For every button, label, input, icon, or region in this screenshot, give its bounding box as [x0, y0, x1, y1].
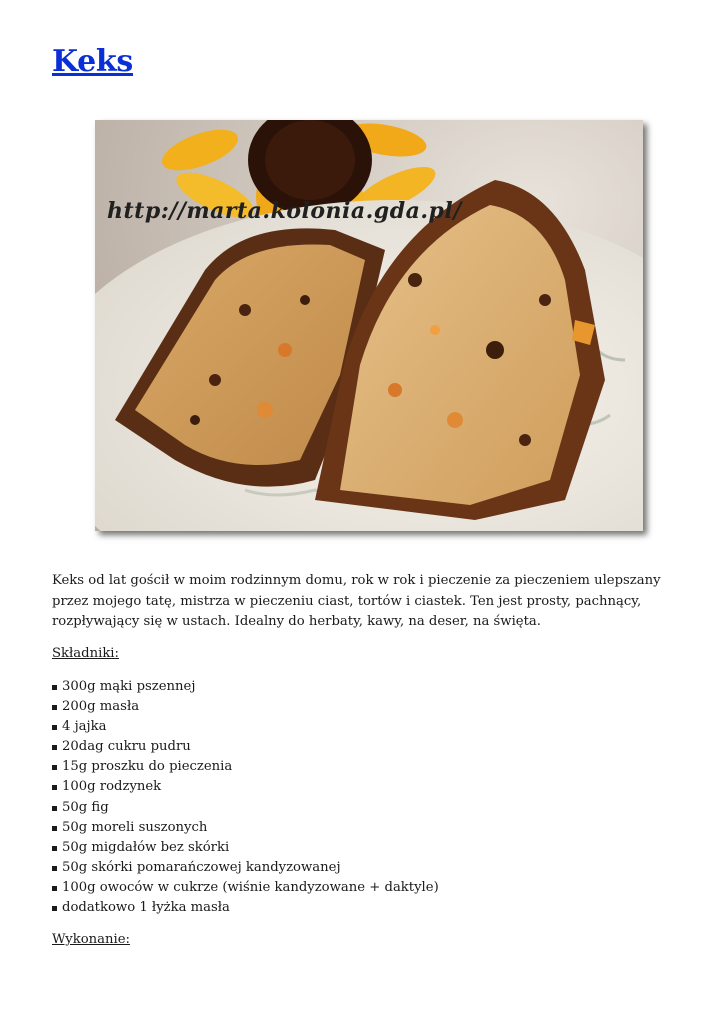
list-item: 50g moreli suszonych: [52, 818, 439, 838]
ingredients-list: [52, 677, 439, 918]
list-item: 20dag cukru pudru: [52, 737, 439, 757]
ingredients-heading: Składniki:: [52, 646, 119, 661]
cake-photo: [95, 120, 643, 531]
list-item: 50g migdałów bez skórki: [52, 838, 439, 858]
list-item: 50g fig: [52, 798, 439, 818]
list-item: 100g owoców w cukrze (wiśnie kandyzowane + daktyle): [52, 878, 439, 898]
method-heading: Wykonanie:: [52, 932, 130, 947]
list-item: 50g skórki pomarańczowej kandyzowanej: [52, 858, 439, 878]
list-item: dodatkowo 1 łyżka masła: [52, 898, 439, 918]
list-item: 15g proszku do pieczenia: [52, 757, 439, 777]
list-item: 300g mąki pszennej: [52, 677, 439, 697]
list-item: 4 jajka: [52, 717, 439, 737]
article-title-link[interactable]: Keks: [52, 44, 133, 79]
list-item: 100g rodzynek: [52, 777, 439, 797]
cake-image: [95, 120, 643, 531]
list-item: 200g masła: [52, 697, 439, 717]
intro-paragraph: Keks od lat gościł w moim rodzinnym domu, rok w rok i pieczenie za pieczeniem ulepszany przez mojego tatę, mistrza w pieczeniu ciast, tortów i ciastek. Ten jest prosty, pachnący, rozpływający się w ustach. Idealny do herbaty, kawy, na deser, na święta.: [52, 573, 661, 629]
watermark-url: http://marta.kolonia.gda.pl/: [107, 198, 462, 224]
